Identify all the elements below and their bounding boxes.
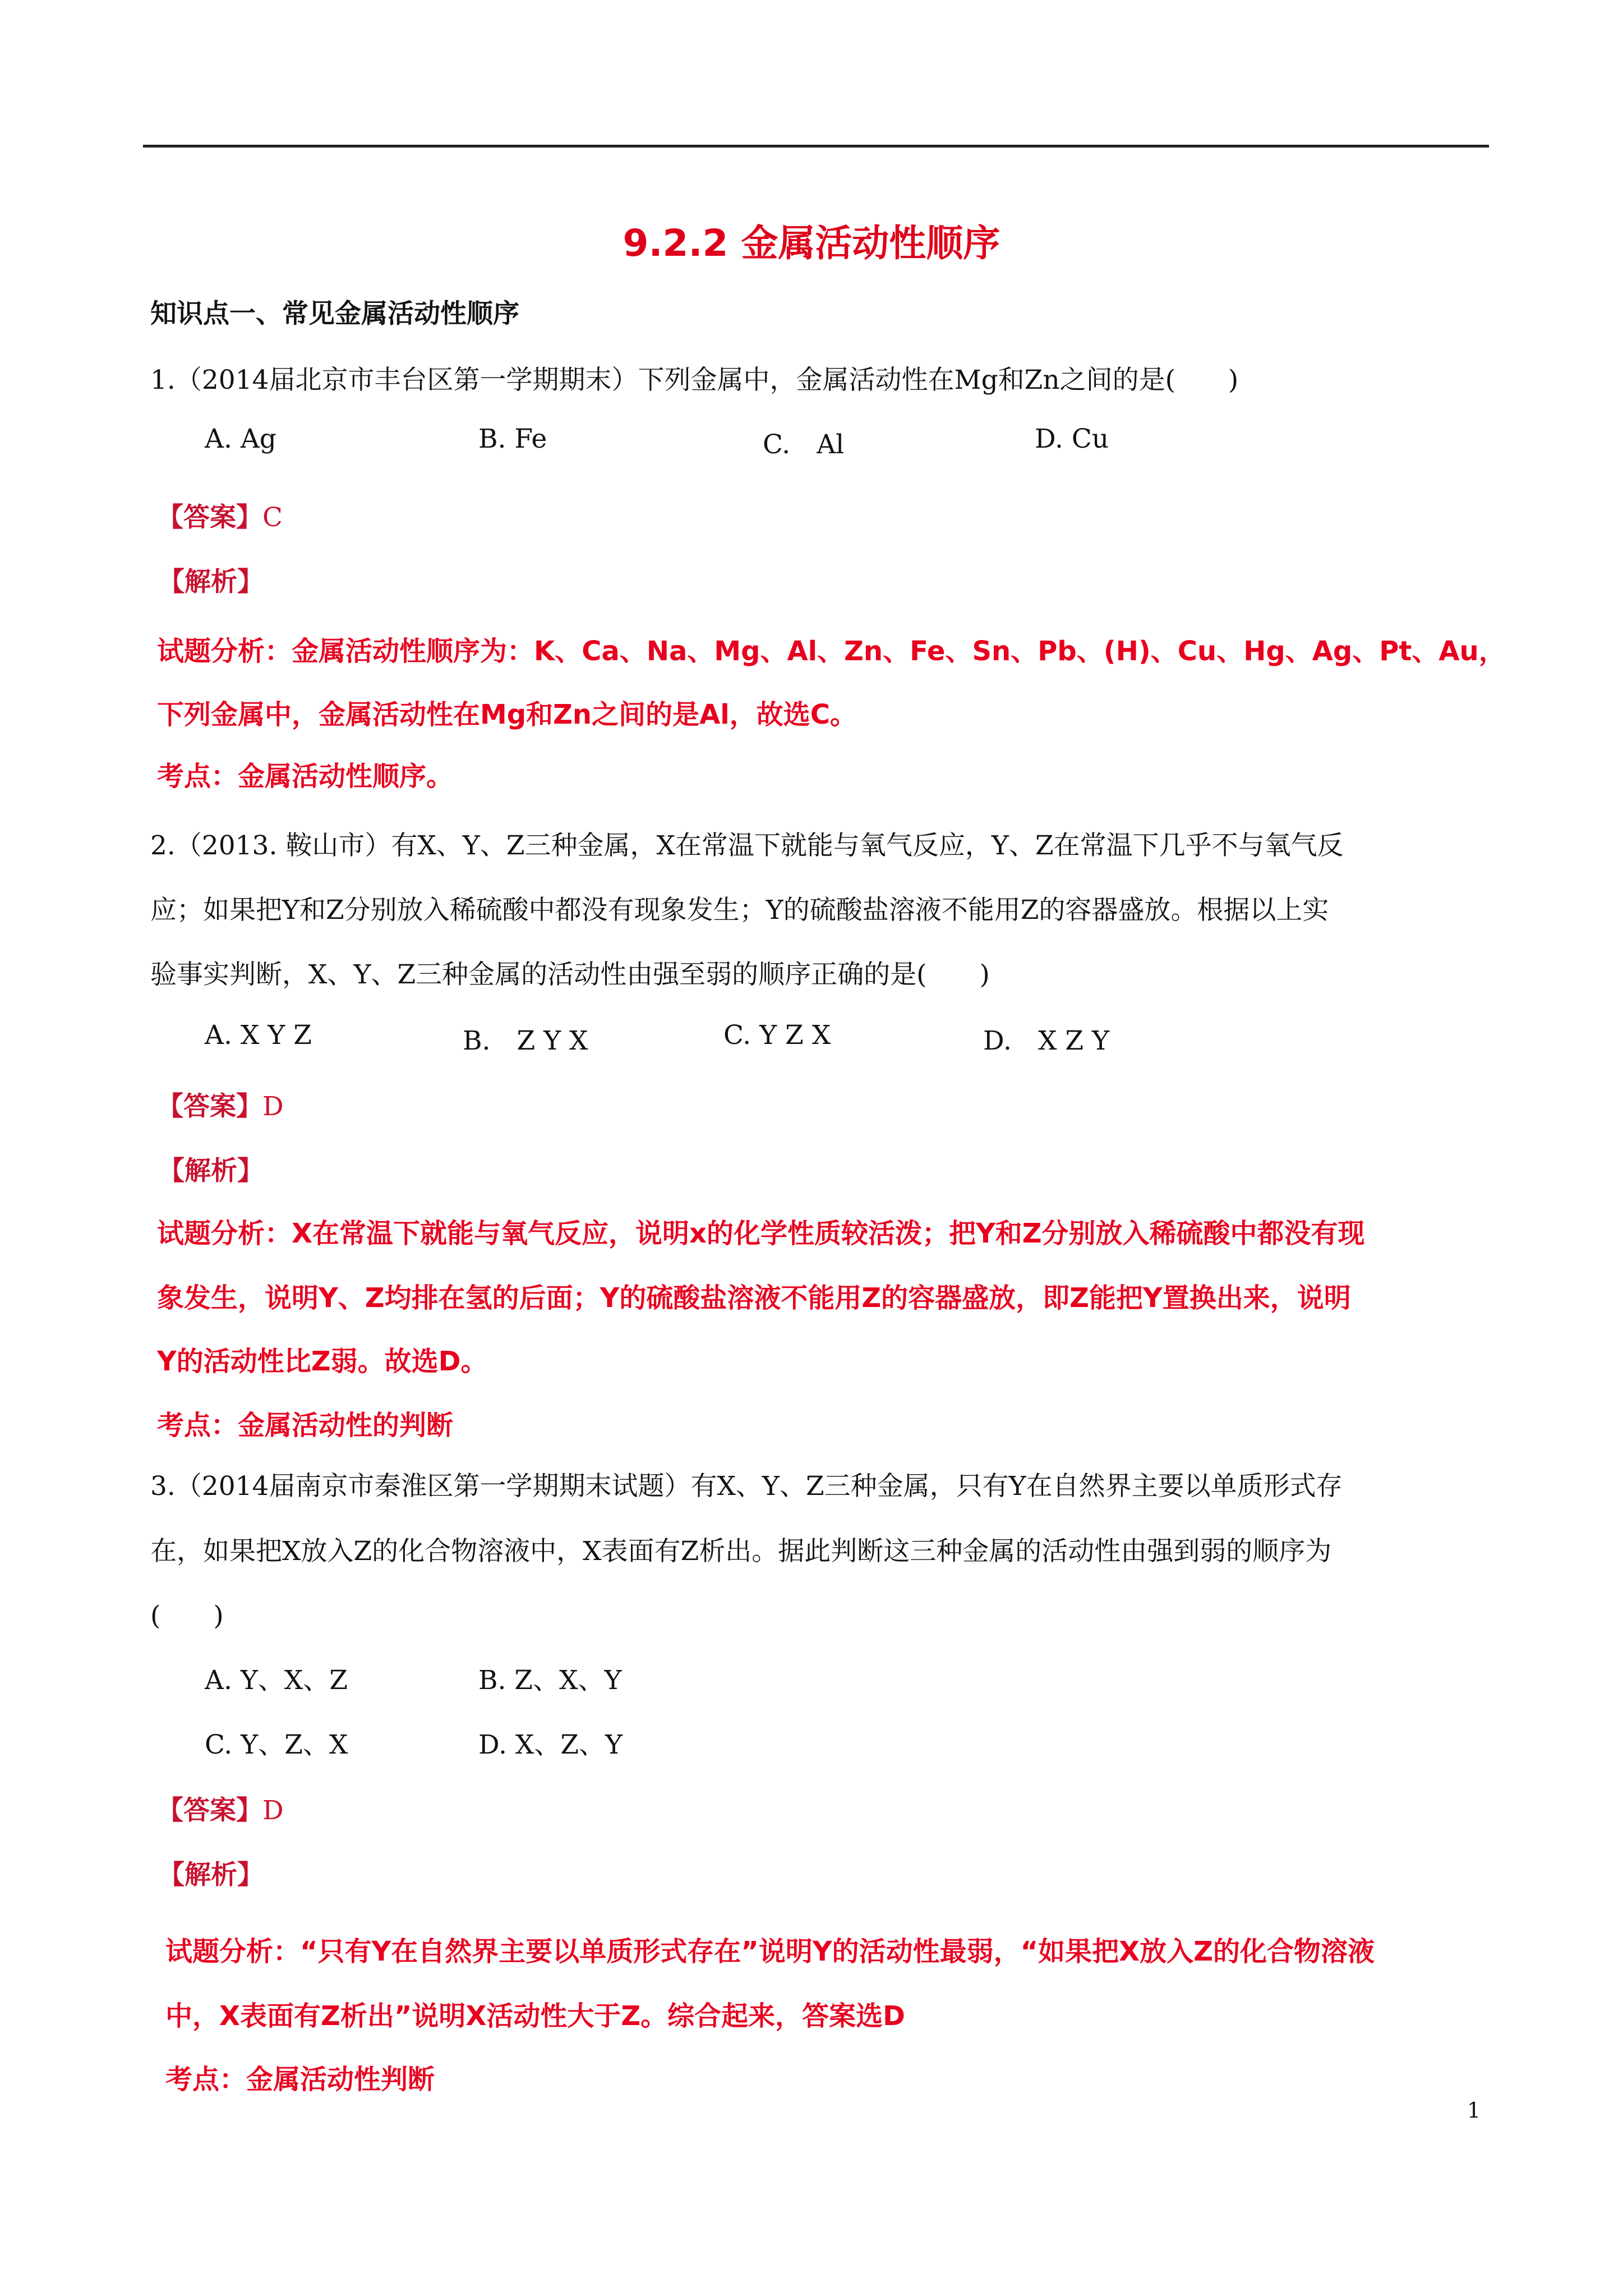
q3-answer-label: 【答案】: [157, 1795, 262, 1826]
q1-keypoint: 考点：金属活动性顺序。: [157, 761, 454, 792]
q3-option-d: D. X、Z、Y: [478, 1729, 623, 1760]
q2-analysis-label: 【解析】: [158, 1156, 264, 1186]
q2-analysis-line-1: 试题分析：X在常温下就能与氧气反应，说明x的化学性质较活泼；把Y和Z分别放入稀硫酸中都没有现: [157, 1218, 1365, 1249]
q3-option-c: C. Y、Z、X: [205, 1729, 348, 1760]
q1-analysis-line-1: 试题分析：金属活动性顺序为：K、Ca、Na、Mg、Al、Zn、Fe、Sn、Pb、(H)、Cu、Hg、Ag、Pt、Au，: [157, 636, 1506, 667]
q2-options: [205, 1020, 1438, 1056]
q3-stem-line-2: 在，如果把X放入Z的化合物溶液中，X表面有Z析出。据此判断这三种金属的活动性由强到弱的顺序为: [150, 1536, 1332, 1567]
q3-stem-line-3: ( ): [150, 1600, 224, 1631]
q2-option-a: A. X Y Z: [205, 1020, 312, 1051]
q2-stem-line-3: 验事实判断，X、Y、Z三种金属的活动性由强至弱的顺序正确的是( ): [150, 959, 990, 990]
q1-analysis-label: 【解析】: [158, 567, 264, 597]
q3-options-row-2: [205, 1724, 1438, 1760]
q1-answer-value: C: [262, 502, 283, 533]
q1-option-d: D. Cu: [1035, 424, 1109, 454]
header-rule: [143, 145, 1489, 148]
q3-options-row-1: [205, 1659, 1438, 1696]
q2-analysis-line-3: Y的活动性比Z弱。故选D。: [157, 1346, 488, 1377]
q3-answer-value: D: [262, 1795, 284, 1826]
q2-option-d: D. X Z Y: [983, 1025, 1109, 1056]
q1-option-b: B. Fe: [478, 424, 547, 454]
page-number: 1: [1467, 2098, 1481, 2123]
q3-analysis-label: 【解析】: [158, 1860, 264, 1890]
q1-answer-label: 【答案】: [157, 502, 262, 533]
q1-option-c: C. Al: [763, 429, 845, 460]
q2-analysis-line-2: 象发生，说明Y、Z均排在氢的后面；Y的硫酸盐溶液不能用Z的容器盛放，即Z能把Y置换出来，说明: [157, 1282, 1351, 1314]
q1-stem-line-1: 1.（2014届北京市丰台区第一学期期末）下列金属中，金属活动性在Mg和Zn之间的是( ): [150, 365, 1239, 395]
q2-answer: [157, 1085, 284, 1123]
q2-stem-line-1: 2.（2013. 鞍山市）有X、Y、Z三种金属，X在常温下就能与氧气反应，Y、Z在常温下几乎不与氧气反: [150, 830, 1344, 861]
q3-analysis-line-1: 试题分析：“只有Y在自然界主要以单质形式存在”说明Y的活动性最弱，“如果把X放入Z的化合物溶液: [165, 1936, 1375, 1967]
q2-answer-label: 【答案】: [157, 1091, 262, 1122]
q3-answer: [157, 1789, 284, 1827]
q3-option-b: B. Z、X、Y: [478, 1665, 622, 1696]
q2-keypoint: 考点：金属活动性的判断: [157, 1410, 454, 1441]
q1-option-a: A. Ag: [205, 424, 276, 454]
q3-option-a: A. Y、X、Z: [205, 1665, 348, 1696]
section-heading: 知识点一、常见金属活动性顺序: [150, 298, 519, 329]
q2-answer-value: D: [262, 1091, 284, 1122]
page-title: 9.2.2 金属活动性顺序: [623, 222, 1000, 265]
q3-stem-line-1: 3.（2014届南京市秦淮区第一学期期末试题）有X、Y、Z三种金属，只有Y在自然界主要以单质形式存: [150, 1471, 1343, 1502]
q1-options: [205, 424, 1438, 460]
q1-analysis-line-2: 下列金属中，金属活动性在Mg和Zn之间的是Al，故选C。: [157, 699, 857, 730]
q2-option-b: B. Z Y X: [463, 1025, 588, 1056]
q3-analysis-line-2: 中，X表面有Z析出”说明X活动性大于Z。综合起来，答案选D: [165, 2000, 906, 2032]
q3-keypoint: 考点：金属活动性判断: [165, 2064, 435, 2095]
q2-stem-line-2: 应；如果把Y和Z分别放入稀硫酸中都没有现象发生；Y的硫酸盐溶液不能用Z的容器盛放。根据以上实: [150, 895, 1329, 926]
q2-option-c: C. Y Z X: [723, 1020, 831, 1051]
q1-answer: [157, 496, 283, 534]
